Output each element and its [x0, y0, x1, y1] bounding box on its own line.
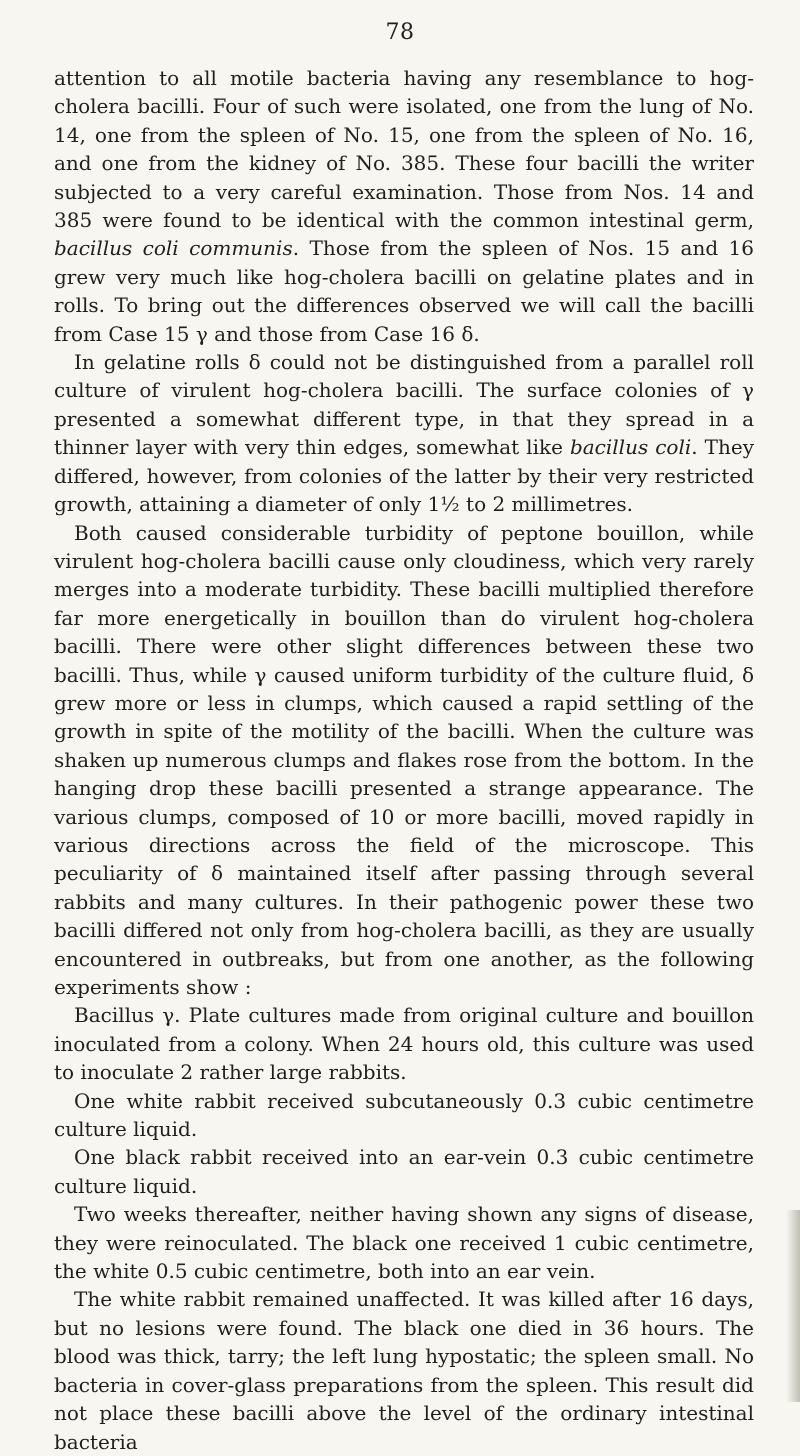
species-name-coli-communis: bacillus coli communis — [54, 236, 293, 261]
page-edge-shadow — [786, 1210, 800, 1402]
page-number: 78 — [385, 20, 415, 45]
paragraph-5: One white rabbit received subcutaneously 0.3 cubic centimetre culture liquid. — [54, 1088, 754, 1142]
species-name-coli: bacillus coli — [569, 435, 692, 460]
body-text — [54, 64, 754, 1456]
paragraph-2-text-b: . They differed, however, from colonies of the latter by their very restricted growth, attaining a diameter of only 1½ to 2 millimetres. — [54, 435, 754, 517]
paragraph-7: Two weeks thereafter, neither having shown any signs of disease, they were reinoculated. The black one received 1 cubic centimetre, the white 0.5 cubic centimetre, both into an ear vein. — [54, 1202, 754, 1284]
paragraph-4: Bacillus γ. Plate cultures made from original culture and bouillon inoculated from a colony. When 24 hours old, this culture was used to inoculate 2 rather large rabbits. — [54, 1003, 754, 1085]
paragraph-1-text-b: . Those from the spleen of Nos. 15 and 16 grew very much like hog-cholera bacilli on gelatine plates and in rolls. To bring out the differences observed we will call the bacilli from Case 15 γ and those from Case 16 δ. — [54, 236, 754, 346]
paragraph-1-text-a: attention to all motile bacteria having any resemblance to hog-cholera bacilli. Four of such were isolated, one from the lung of No. 14, one from the spleen of No. 15, one from the spleen of No. 16, and one from the kidney of No. 385. These four bacilli the writer subjected to a very careful examination. Those from Nos. 14 and 385 were found to be identical with the common intestinal germ, — [54, 66, 754, 233]
paragraph-6: One black rabbit received into an ear-vein 0.3 cubic centimetre culture liquid. — [54, 1145, 754, 1198]
paragraph-8: The white rabbit remained unaffected. It was killed after 16 days, but no lesions were found. The black one died in 36 hours. The blood was thick, tarry; the left lung hypostatic; the spleen small. No bacteria in cover-glass preparations from the spleen. This result did not place these bacilli above the level of the ordinary intestinal bacteria — [54, 1287, 754, 1454]
paragraph-2-text-a: In gelatine rolls δ could not be distinguished from a parallel roll culture of virulent hog-cholera bacilli. The surface colonies of γ presented a somewhat different type, in that they spread in a thinner layer with very thin edges, somewhat like — [54, 350, 754, 460]
paragraph-3: Both caused considerable turbidity of peptone bouillon, while virulent hog-cholera bacilli cause only cloudiness, which very rarely merges into a moderate turbidity. These bacilli multiplied therefore far more energetically in bouillon than do virulent hog-cholera bacilli. There were other slight differences between these two bacilli. Thus, while γ caused uniform turbidity of the culture fluid, δ grew more or less in clumps, which caused a rapid settling of the growth in spite of the motility of the bacilli. When the culture was shaken up numerous clumps and flakes rose from the bottom. In the hanging drop these bacilli presented a strange appearance. The various clumps, composed of 10 or more bacilli, moved rapidly in various directions across the field of the microscope. This peculiarity of δ maintained itself after passing through several rabbits and many cultures. In their pathogenic power these two bacilli differed not only from hog-cholera bacilli, as they are usually encountered in outbreaks, but from one another, as the following experiments show : — [54, 520, 754, 999]
paragraph-1 — [54, 64, 754, 348]
paragraph-2 — [54, 348, 754, 518]
